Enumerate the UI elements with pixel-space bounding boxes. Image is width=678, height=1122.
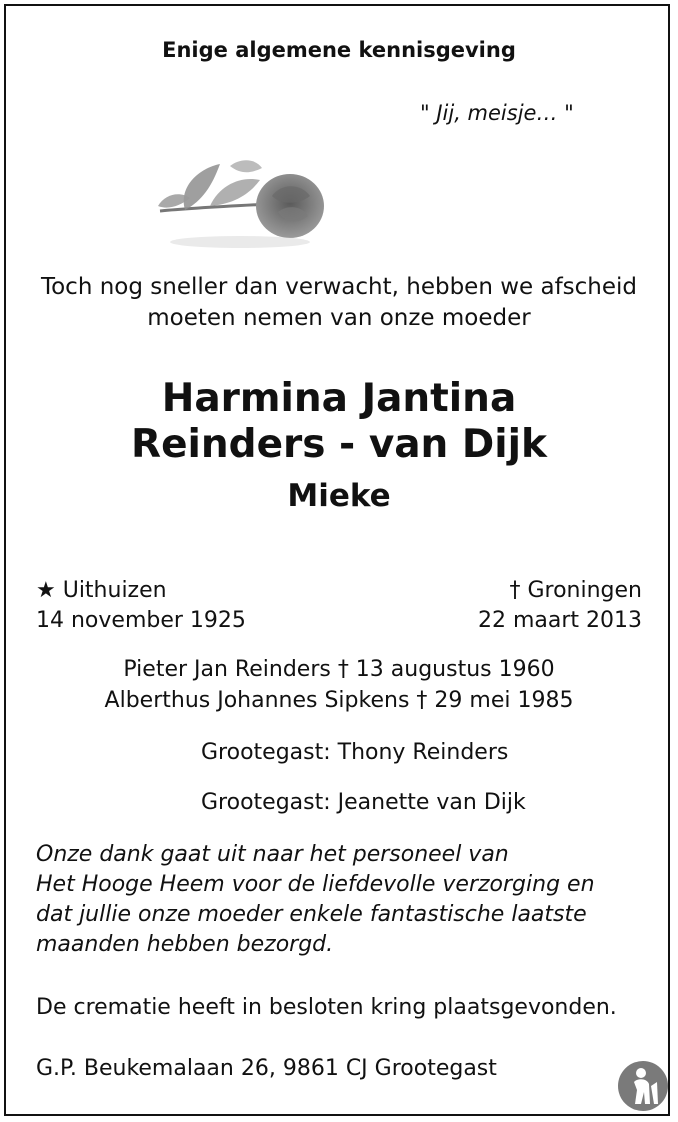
- predeceased-line: Pieter Jan Reinders † 13 augustus 1960: [123, 657, 555, 682]
- nickname: Mieke: [287, 478, 391, 514]
- birth-place: ★ Uithuizen: [36, 578, 167, 603]
- quote: " Jij, meisje… ": [420, 101, 574, 125]
- thanks-line: Het Hooge Heem voor de liefdevolle verzorging en: [36, 872, 595, 897]
- death-place: † Groningen: [509, 578, 642, 603]
- notice-heading: Enige algemene kennisgeving: [162, 38, 516, 62]
- thanks-text: [36, 840, 646, 960]
- thanks-line: Onze dank gaat uit naar het personeel van: [36, 842, 509, 867]
- rose-icon: [150, 146, 330, 256]
- name-line-2: Reinders - van Dijk: [131, 422, 547, 467]
- intro-text: [0, 272, 678, 334]
- birth-date: 14 november 1925: [36, 608, 246, 633]
- death-date: 22 maart 2013: [477, 608, 642, 633]
- deceased-name: [0, 376, 678, 468]
- address: G.P. Beukemalaan 26, 9861 CJ Grootegast: [36, 1056, 497, 1081]
- intro-line: moeten nemen van onze moeder: [147, 305, 531, 331]
- intro-line: Toch nog sneller dan verwacht, hebben we afscheid: [40, 274, 638, 300]
- cremation-text: De crematie heeft in besloten kring plaatsgevonden.: [36, 995, 617, 1020]
- thanks-line: dat jullie onze moeder enkele fantastische laatste: [36, 902, 587, 927]
- name-line-1: Harmina Jantina: [161, 376, 517, 421]
- relative-line: Grootegast: Jeanette van Dijk: [201, 790, 526, 815]
- predeceased-line: Alberthus Johannes Sipkens † 29 mei 1985: [104, 688, 574, 713]
- thanks-line: maanden hebben bezorgd.: [36, 932, 334, 957]
- mourning-figure-icon: [617, 1060, 669, 1112]
- relative-line: Grootegast: Thony Reinders: [201, 740, 509, 765]
